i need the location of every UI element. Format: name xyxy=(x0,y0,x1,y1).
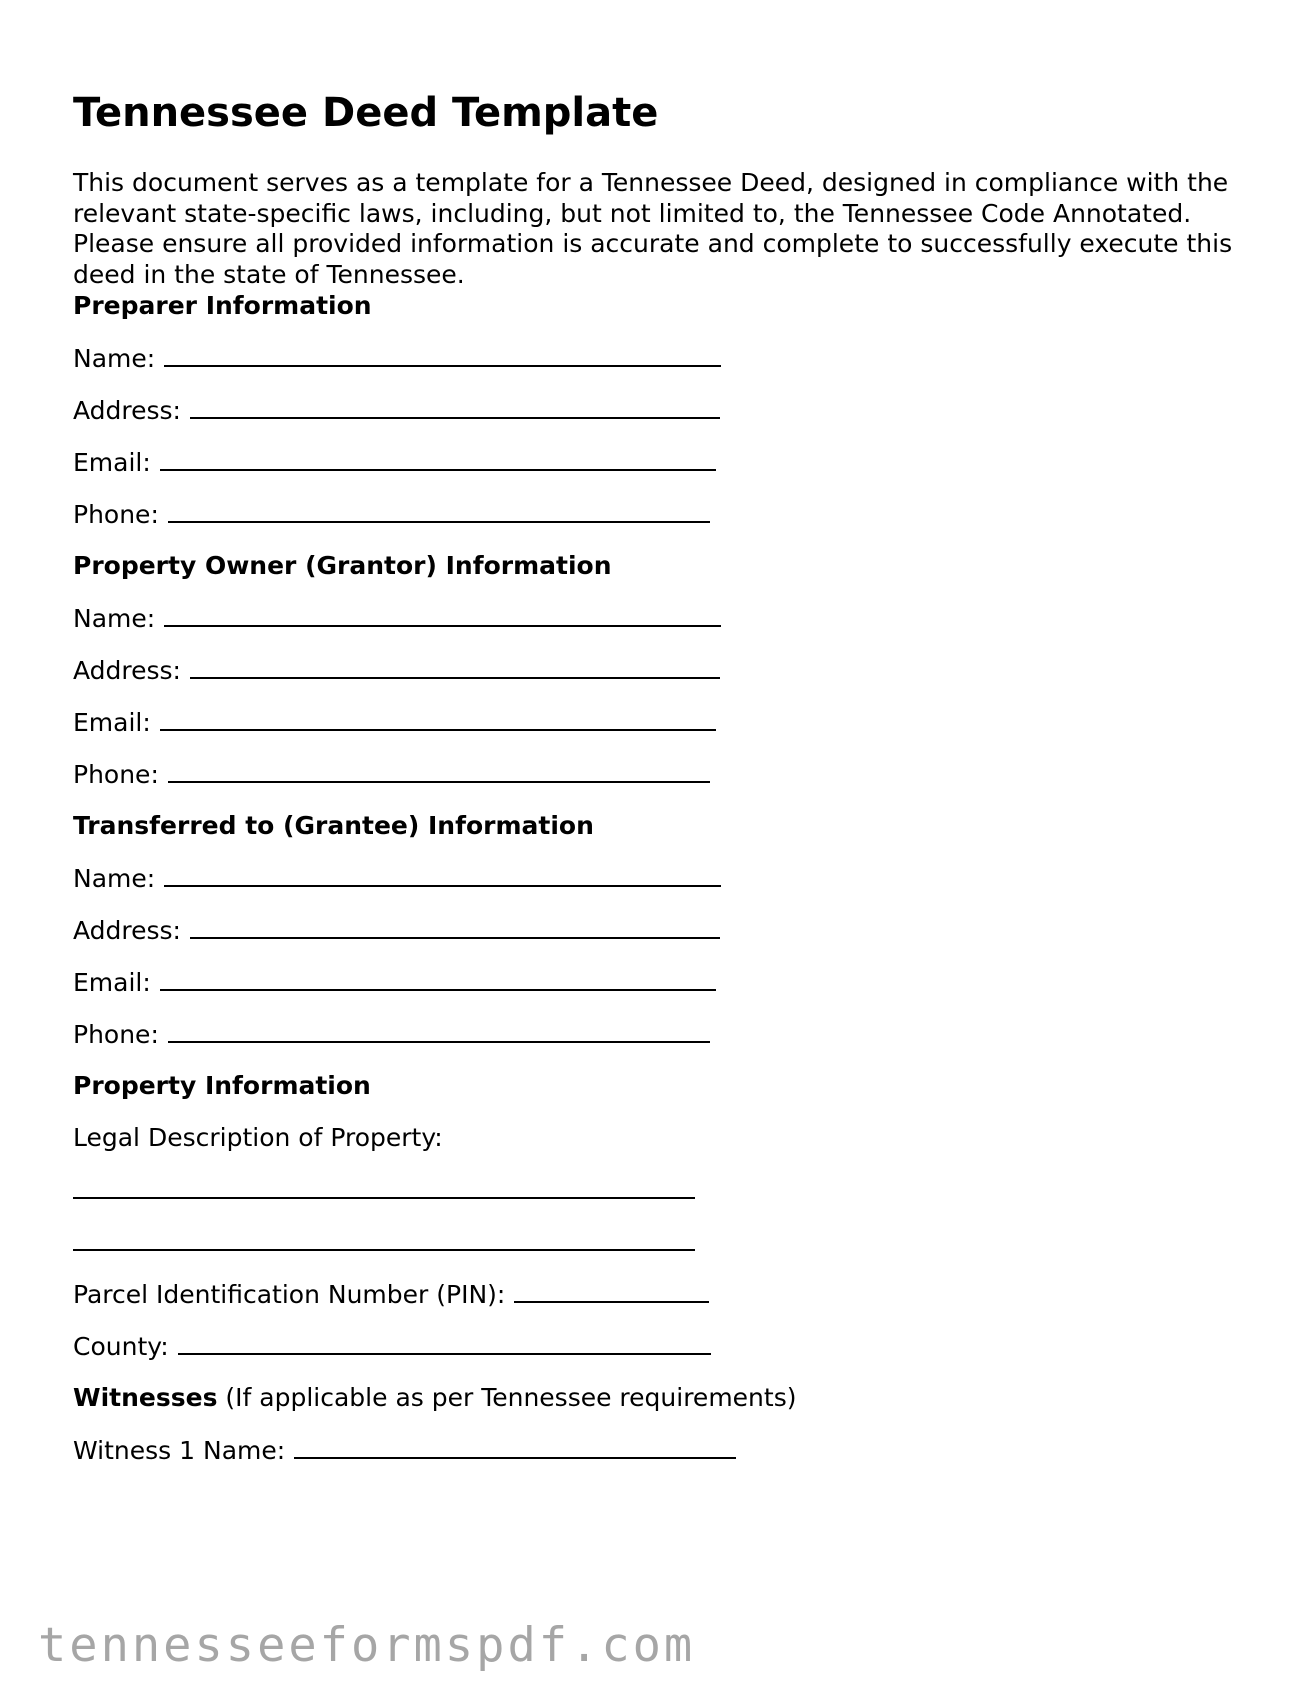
witness-1-field[interactable] xyxy=(294,1435,736,1459)
legal-description-line-2-row xyxy=(73,1227,695,1258)
preparer-name-row xyxy=(73,343,721,374)
witness-1-row xyxy=(73,1435,736,1466)
preparer-email-row xyxy=(73,447,716,478)
grantee-phone-row xyxy=(73,1019,710,1050)
grantor-heading: Property Owner (Grantor) Information xyxy=(73,551,612,580)
grantee-name-field[interactable] xyxy=(164,863,721,887)
property-heading: Property Information xyxy=(73,1071,371,1100)
grantor-phone-field[interactable] xyxy=(168,759,710,783)
pin-row xyxy=(73,1279,709,1310)
preparer-phone-label: Phone: xyxy=(73,500,159,529)
preparer-address-field[interactable] xyxy=(190,395,720,419)
county-row xyxy=(73,1331,711,1362)
grantor-name-row xyxy=(73,603,721,634)
preparer-name-field[interactable] xyxy=(164,343,721,367)
county-label: County: xyxy=(73,1332,169,1361)
legal-description-line-1-row xyxy=(73,1175,695,1206)
watermark: tennesseeformspdf.com xyxy=(38,1618,696,1673)
grantor-phone-label: Phone: xyxy=(73,760,159,789)
witnesses-note: (If applicable as per Tennessee requirements) xyxy=(225,1383,797,1412)
county-field[interactable] xyxy=(178,1331,711,1355)
grantor-email-row xyxy=(73,707,716,738)
page-title: Tennessee Deed Template xyxy=(73,90,659,136)
grantor-name-field[interactable] xyxy=(164,603,721,627)
grantee-email-row xyxy=(73,967,716,998)
grantor-address-field[interactable] xyxy=(190,655,720,679)
preparer-address-label: Address: xyxy=(73,396,181,425)
grantee-phone-field[interactable] xyxy=(168,1019,710,1043)
grantee-address-field[interactable] xyxy=(190,915,720,939)
pin-label: Parcel Identification Number (PIN): xyxy=(73,1280,506,1309)
grantee-address-row xyxy=(73,915,720,946)
grantor-phone-row xyxy=(73,759,710,790)
legal-description-line-1[interactable] xyxy=(73,1175,695,1199)
grantee-email-label: Email: xyxy=(73,968,151,997)
legal-description-label: Legal Description of Property: xyxy=(73,1123,443,1152)
legal-description-line-2[interactable] xyxy=(73,1227,695,1251)
witness-1-label: Witness 1 Name: xyxy=(73,1436,286,1465)
preparer-address-row xyxy=(73,395,720,426)
grantor-email-label: Email: xyxy=(73,708,151,737)
grantee-address-label: Address: xyxy=(73,916,181,945)
grantee-heading: Transferred to (Grantee) Information xyxy=(73,811,594,840)
grantee-email-field[interactable] xyxy=(160,967,716,991)
grantee-name-label: Name: xyxy=(73,864,156,893)
preparer-email-label: Email: xyxy=(73,448,151,477)
grantor-address-label: Address: xyxy=(73,656,181,685)
grantor-name-label: Name: xyxy=(73,604,156,633)
grantee-name-row xyxy=(73,863,721,894)
grantor-address-row xyxy=(73,655,720,686)
intro-paragraph: This document serves as a template for a Tennessee Deed, designed in compliance with the relevant state-specific laws, including, but not limited to, the Tennessee Code Annotated. Please ensure all provided information is accurate and complete to successfully execute this deed in the state of Tennessee. xyxy=(73,168,1233,289)
preparer-phone-field[interactable] xyxy=(168,499,710,523)
grantee-phone-label: Phone: xyxy=(73,1020,159,1049)
preparer-email-field[interactable] xyxy=(160,447,716,471)
preparer-heading: Preparer Information xyxy=(73,291,372,320)
witnesses-heading-row xyxy=(73,1383,796,1413)
grantor-email-field[interactable] xyxy=(160,707,716,731)
preparer-phone-row xyxy=(73,499,710,530)
pin-field[interactable] xyxy=(514,1279,709,1303)
witnesses-heading: Witnesses xyxy=(73,1383,218,1412)
preparer-name-label: Name: xyxy=(73,344,156,373)
